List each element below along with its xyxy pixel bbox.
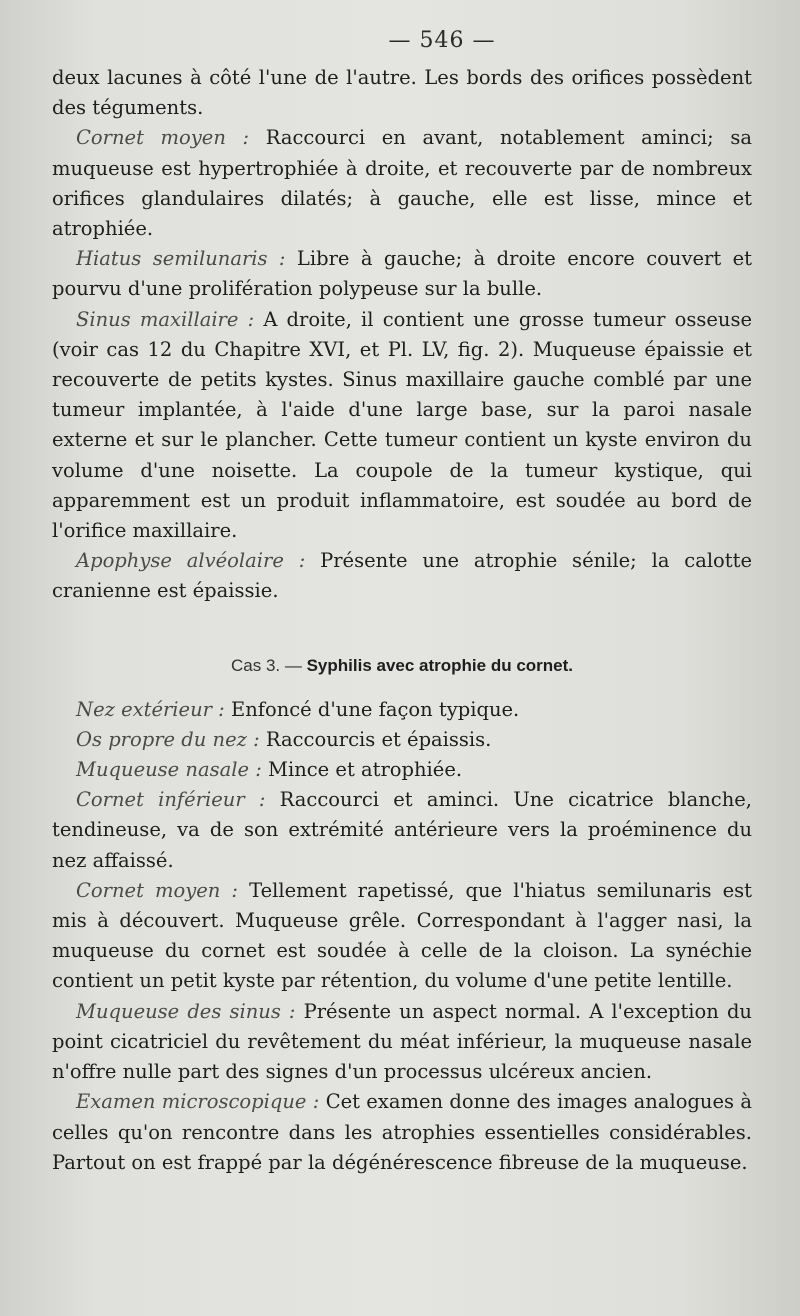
paragraph-muqueuse-sinus: [52, 997, 752, 1088]
paragraph-examen-microscopique: [52, 1087, 752, 1178]
case-number: Cas 3. —: [231, 655, 302, 675]
continuation-paragraph: deux lacunes à côté l'une de l'autre. Les bords des orifices possèdent des téguments.: [52, 66, 752, 120]
paragraph-text: Raccourci en avant, notablement aminci; sa muqueuse est hypertrophiée à droite, et recouverte par de nombreux orifices glandulaires dilatés; à gauche, elle est lisse, mince et atrophiée.: [52, 126, 752, 241]
paragraph-text: Mince et atrophiée.: [267, 758, 463, 782]
paragraph-label: Cornet moyen :: [76, 878, 239, 902]
paragraph-label: Os propre du nez :: [76, 727, 260, 751]
paragraph-text: Enfoncé d'une façon typique.: [230, 697, 520, 721]
paragraph-label: Sinus maxillaire :: [76, 307, 255, 331]
paragraph-label: Cornet moyen :: [76, 126, 250, 150]
paragraph-text: Tellement rapetissé, que l'hiatus semilunaris est mis à découvert. Muqueuse grêle. Correspondant à l'agger nasi, la muqueuse du cornet est soudée à celle de la cloison. La synéchie contient un petit kyste par rétention, du volume d'une petite lentille.: [52, 878, 753, 993]
paragraph-text: Raccourcis et épaissis.: [265, 727, 492, 751]
paragraph-text: Présente un aspect normal. A l'exception du point cicatriciel du revêtement du méat inférieur, la muqueuse nasale n'offre nulle part des signes d'un processus ulcéreux ancien.: [52, 999, 752, 1084]
paragraph-sinus-maxillaire: [52, 305, 752, 547]
paragraph-label: Nez extérieur :: [76, 697, 225, 721]
paragraph-label: Hiatus semilunaris :: [76, 247, 286, 271]
paragraph-label: Apophyse alvéolaire :: [76, 549, 306, 573]
paragraph-label: Examen microscopique :: [76, 1090, 320, 1114]
paragraph-text: Cet examen donne des images analogues à celles qu'on rencontre dans les atrophies essentielles considérables. Partout on est frappé par la dégénérescence fibreuse de la muqueuse.: [52, 1090, 752, 1174]
paragraph-cornet-inferieur: [52, 785, 752, 876]
paragraph-os-propre: [52, 725, 752, 755]
case-title: Syphilis avec atrophie du cornet.: [306, 655, 573, 675]
paragraph-cornet-moyen-2: [52, 876, 752, 997]
paragraph-text: A droite, il contient une grosse tumeur osseuse (voir cas 12 du Chapitre XVI, et Pl. LV, fig. 2). Muqueuse épaissie et recouverte de petits kystes. Sinus maxillaire gauche comblé par une tumeur implantée, à l'aide d'une large base, sur la paroi nasale externe et sur le plancher. Cette tumeur contient un kyste environ du volume d'une noisette. La coupole de la tumeur kystique, qui apparemment est un produit inflammatoire, est soudée au bord de l'orifice maxillaire.: [52, 307, 752, 543]
paragraph-nez-exterieur: [52, 695, 752, 725]
paragraph-hiatus-semilunaris: [52, 244, 752, 304]
paragraph-apophyse-alveolaire: [52, 546, 752, 606]
paragraph-muqueuse-nasale: [52, 755, 752, 785]
case-heading: [52, 651, 752, 681]
paragraph-text: Présente une atrophie sénile; la calotte cranienne est épaissie.: [52, 549, 753, 603]
paragraph-text: Libre à gauche; à droite encore couvert et pourvu d'une prolifération polypeuse sur la bulle.: [52, 247, 752, 301]
paragraph-cornet-moyen-1: [52, 123, 752, 244]
paragraph-label: Cornet inférieur :: [76, 788, 266, 812]
paragraph-text: Raccourci et aminci. Une cicatrice blanche, tendineuse, va de son extrémité antérieure vers la proéminence du nez affaissé.: [52, 788, 752, 872]
paragraph-label: Muqueuse nasale :: [76, 758, 262, 782]
paragraph-label: Muqueuse des sinus :: [76, 999, 296, 1023]
page-number: — 546 —: [388, 28, 496, 53]
